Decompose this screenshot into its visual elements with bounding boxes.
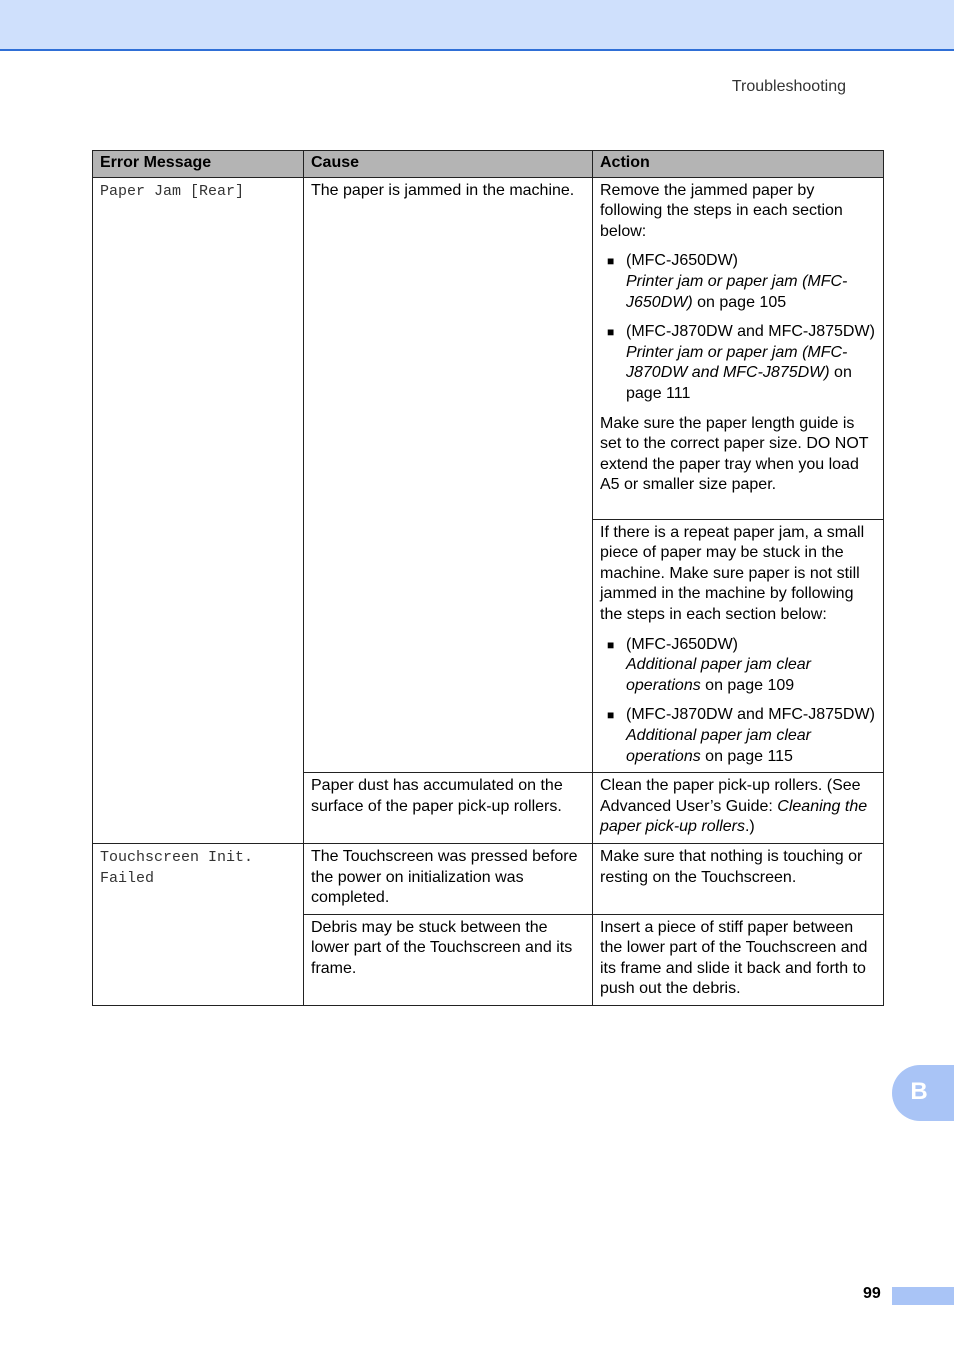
page-reference: on page 111 [626,364,852,402]
square-bullet-icon: ■ [607,325,615,340]
cause-paper-jammed: The paper is jammed in the machine. [304,177,593,773]
square-bullet-icon: ■ [607,708,615,723]
model-label: (MFC-J870DW and MFC-J875DW) [626,706,875,724]
reference-link[interactable]: Additional paper jam clear operations [626,656,811,694]
error-message-paper-jam: Paper Jam [Rear] [93,177,304,843]
top-header-band [0,0,954,51]
error-message-touchscreen: Touchscreen Init. Failed [93,843,304,1005]
header-cause: Cause [304,151,593,178]
action-insert-paper: Insert a piece of stiff paper between the lower part of the Touchscreen and its frame and slide it back and forth to push out the debris. [593,914,884,1005]
reference-link[interactable]: Additional paper jam clear operations [626,726,811,765]
action-text: Clean the paper pick-up rollers. (See Advanced User’s Guide: [600,777,861,815]
list-item [607,705,876,767]
page-reference: on page 115 [700,747,793,765]
table-row [93,843,884,914]
list-item [607,322,876,404]
action-text-end: .) [744,818,755,836]
troubleshooting-table [92,150,884,1006]
reference-link[interactable]: Cleaning the paper pick-up rollers [600,797,868,836]
action-intro: Remove the jammed paper by following the steps in each section below: [600,181,843,240]
section-title: Troubleshooting [731,78,846,95]
table-row [93,177,884,519]
reference-link[interactable]: Printer jam or paper jam (MFC-J650DW) [626,272,848,311]
page-number-bar [892,1287,954,1305]
model-label: (MFC-J650DW) [626,252,738,270]
table-header-row [93,151,884,178]
appendix-letter: B [910,1078,928,1105]
square-bullet-icon: ■ [607,254,615,269]
action-repeat-jam [593,519,884,773]
page-reference: on page 109 [700,676,795,694]
paper-guide-note: Make sure the paper length guide is set to the correct paper size. DO NOT extend the paper tray when you load A5 or smaller size paper. [600,414,869,494]
page-number: 99 [863,1285,881,1302]
cause-touchscreen-pressed: The Touchscreen was pressed before the power on initialization was completed. [304,843,593,914]
action-remove-jammed-paper [593,177,884,519]
square-bullet-icon: ■ [607,637,615,652]
model-label: (MFC-J870DW and MFC-J875DW) [626,323,875,341]
model-label: (MFC-J650DW) [626,635,738,653]
cause-debris: Debris may be stuck between the lower part of the Touchscreen and its frame. [304,914,593,1005]
list-item [607,251,876,313]
appendix-tab [892,1065,954,1121]
action-intro: If there is a repeat paper jam, a small piece of paper may be stuck in the machine. Make sure paper is not still jammed in the machine by following the steps in each section below: [600,523,865,623]
action-nothing-touching: Make sure that nothing is touching or resting on the Touchscreen. [593,843,884,914]
header-action: Action [593,151,884,178]
header-error-message: Error Message [93,151,304,178]
cause-paper-dust: Paper dust has accumulated on the surface of the paper pick-up rollers. [304,773,593,844]
reference-link[interactable]: Printer jam or paper jam (MFC-J870DW and MFC-J875DW) [626,343,848,382]
list-item [607,635,876,697]
page-reference: on page 105 [692,293,787,311]
action-clean-rollers [593,773,884,844]
